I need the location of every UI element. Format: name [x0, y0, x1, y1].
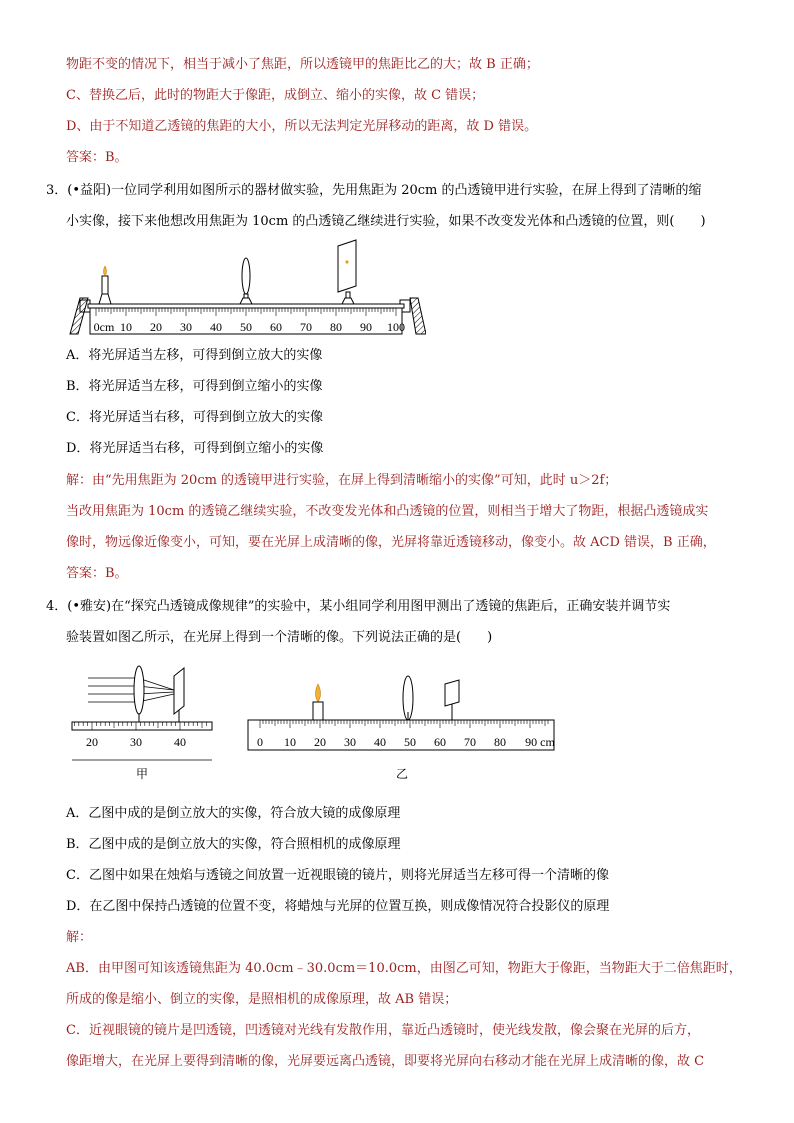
- q3-solution: 当改用焦距为 10cm 的透镜乙继续实验，不改变发光体和凸透镜的位置，则相当于增大了物距，根据凸透镜成实: [66, 504, 709, 519]
- q4-figure-b: [244, 672, 560, 786]
- ruler-label: 40: [210, 320, 222, 334]
- text-line: 物距不变的情况下，相当于减小了焦距，所以透镜甲的焦距比乙的大；故 B 正确；: [66, 57, 539, 72]
- q4-option-a: A．乙图中成的是倒立放大的实像，符合放大镜的成像原理: [66, 806, 401, 821]
- light-screen-icon: [338, 240, 356, 304]
- q4-option-b: B．乙图中成的是倒立放大的实像，符合照相机的成像原理: [66, 837, 401, 852]
- ruler-labels: [86, 735, 186, 749]
- ruler-label: 50: [404, 735, 416, 749]
- ruler-label: 70: [300, 320, 312, 334]
- ruler-label: 0cm: [93, 320, 115, 334]
- q4-solution: C．近视眼镜的镜片是凹透镜，凹透镜对光线有发散作用，靠近凸透镜时，使光线发散，像会聚在光屏的后方，: [66, 1023, 700, 1038]
- parallel-rays: [88, 678, 174, 702]
- q4-stem-cont: 验装置如图乙所示，在光屏上得到一个清晰的像。下列说法正确的是( ): [66, 630, 493, 645]
- q3-option-b: B．将光屏适当左移，可得到倒立缩小的实像: [66, 379, 323, 394]
- ruler-label: 30: [130, 735, 142, 749]
- q3-stem-cont: 小实像，接下来他想改用焦距为 10cm 的凸透镜乙继续进行实验，如果不改变发光体和凸透镜的位置，则( ): [66, 214, 706, 229]
- ruler-label: 100: [387, 320, 405, 334]
- q4-option-c: C．乙图中如果在烛焰与透镜之间放置一近视眼镜的镜片，则将光屏适当左移可得一个清晰的像: [66, 868, 609, 883]
- q4-stem: 4．(•雅安)在“探究凸透镜成像规律”的实验中，某小组同学利用图甲测出了透镜的焦距后，正确安装并调节实: [46, 599, 671, 614]
- convex-lens-icon: [240, 258, 252, 304]
- q4-solution-head: 解：: [66, 930, 93, 945]
- q4-figure-a: [66, 660, 216, 786]
- candle-icon: [99, 266, 111, 304]
- q4-option-d: D．在乙图中保持凸透镜的位置不变，将蜡烛与光屏的位置互换，则成像情况符合投影仪的原理: [66, 899, 610, 914]
- q3-answer: 答案：B。: [66, 566, 128, 581]
- left-stand: [70, 298, 90, 334]
- q4-solution: AB．由甲图可知该透镜焦距为 40.0cm﹣30.0cm＝10.0cm，由图乙可知，物距大于像距，当物距大于二倍焦距时，: [66, 961, 742, 976]
- ruler-label: 60: [434, 735, 446, 749]
- light-screen-icon: [174, 668, 184, 722]
- bench-rail: [88, 304, 404, 308]
- ruler-label: 10: [284, 735, 296, 749]
- ruler-label: 40: [174, 735, 186, 749]
- q3-optical-bench-figure: [66, 236, 426, 340]
- ruler-label: 20: [150, 320, 162, 334]
- ruler-label: 20: [314, 735, 326, 749]
- text-line: D、由于不知道乙透镜的焦距的大小，所以无法判定光屏移动的距离，故 D 错误。: [66, 119, 538, 134]
- q4-solution: 所成的像是缩小、倒立的实像，是照相机的成像原理，故 AB 错误；: [66, 992, 458, 1007]
- q3-solution: 像时，物远像近像变小，可知，要在光屏上成清晰的像，光屏将靠近透镜移动，像变小。故 ACD 错误，B 正确，: [66, 535, 716, 550]
- q3-solution: 解：由“先用焦距为 20cm 的透镜甲进行实验，在屏上得到清晰缩小的实像”可知，此时 u＞2f；: [66, 473, 618, 488]
- convex-lens-icon: [134, 666, 144, 722]
- candle-icon: [313, 684, 323, 720]
- ruler-label: 90 cm: [525, 735, 555, 749]
- answer-line: 答案：B。: [66, 150, 128, 165]
- ruler-label: 50: [240, 320, 252, 334]
- ruler-label: 0: [257, 735, 263, 749]
- light-screen-icon: [445, 680, 459, 720]
- ruler-label: 60: [270, 320, 282, 334]
- convex-lens-icon: [403, 676, 413, 720]
- q4-solution: 像距增大，在光屏上要得到清晰的像，光屏要远离凸透镜，即要将光屏向右移动才能在光屏上成清晰的像，故 C: [66, 1054, 705, 1069]
- ruler-label: 10: [120, 320, 132, 334]
- ruler-label: 80: [494, 735, 506, 749]
- ruler-label: 70: [464, 735, 476, 749]
- q3-stem: 3．(•益阳)一位同学利用如图所示的器材做实验，先用焦距为 20cm 的凸透镜甲进行实验，在屏上得到了清晰的缩: [46, 183, 702, 198]
- ruler-label: 30: [344, 735, 356, 749]
- ruler-label: 30: [180, 320, 192, 334]
- ruler: [72, 722, 212, 730]
- ruler-label: 80: [330, 320, 342, 334]
- ruler-label: 90: [360, 320, 372, 334]
- figure-caption: 乙: [395, 767, 409, 781]
- q3-option-a: A．将光屏适当左移，可得到倒立放大的实像: [66, 348, 323, 363]
- q3-option-d: D．将光屏适当右移，可得到倒立缩小的实像: [66, 441, 324, 456]
- ruler-label: 20: [86, 735, 98, 749]
- text-line: C、替换乙后，此时的物距大于像距，成倒立、缩小的实像，故 C 错误；: [66, 88, 485, 103]
- figure-caption: 甲: [135, 767, 149, 781]
- q3-option-c: C．将光屏适当右移，可得到倒立放大的实像: [66, 410, 323, 425]
- ruler-label: 40: [374, 735, 386, 749]
